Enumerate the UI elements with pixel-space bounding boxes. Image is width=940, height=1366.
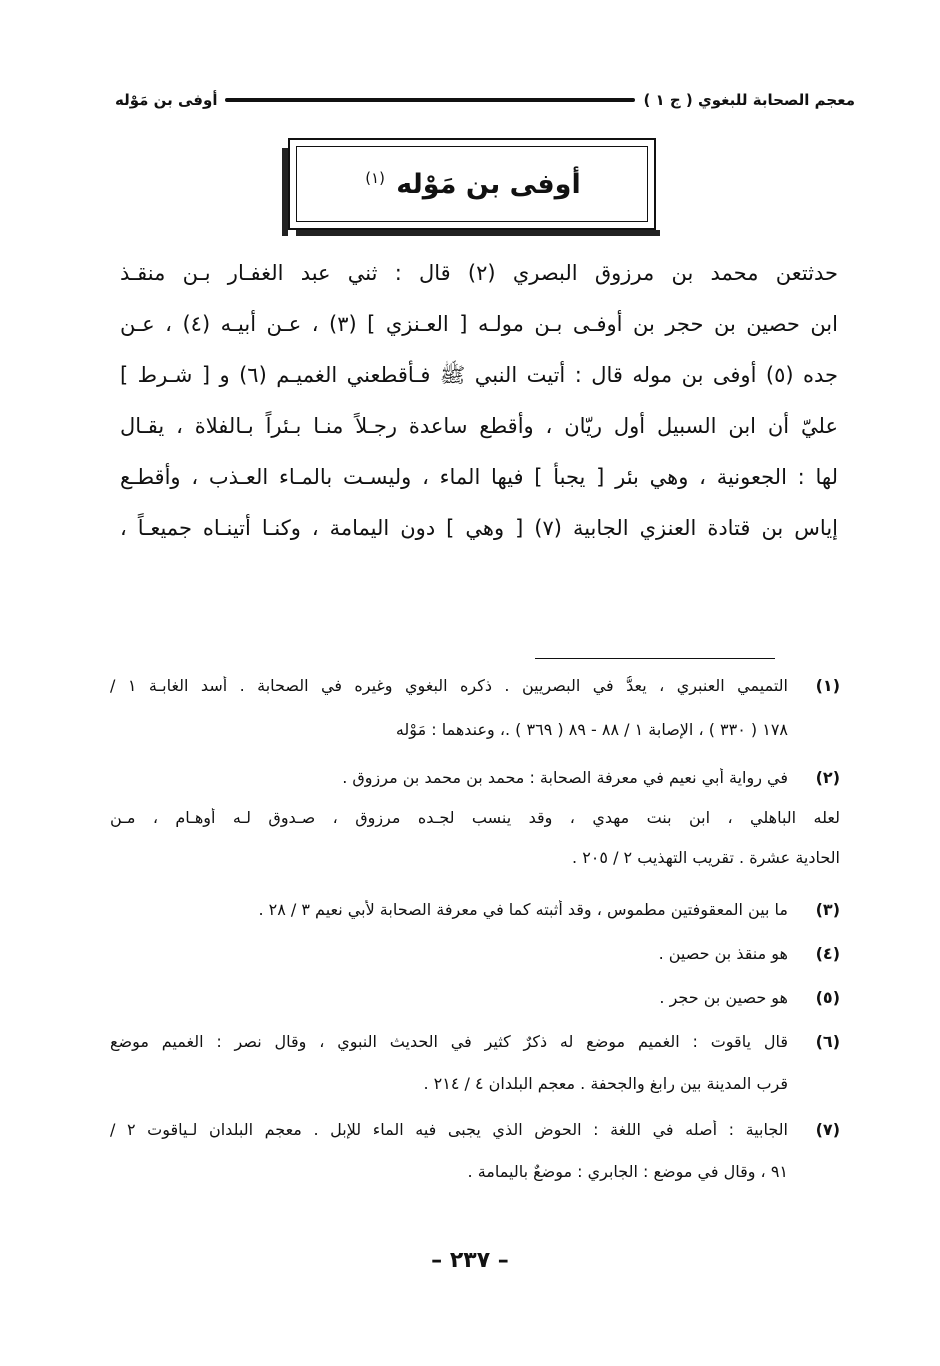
footnote-line: في رواية أبي نعيم في معرفة الصحابة : محمد بن محمد بن مرزوق .: [342, 768, 788, 787]
footnote-line: ما بين المعقوفتين مطموس ، وقد أثبته كما في معرفة الصحابة لأبي نعيم ٣ / ٢٨ .: [258, 900, 788, 919]
header-rule: [225, 98, 635, 102]
body-line: لها : الجعونية ، وهي بئر [ يجبأ ] فيها الماء ، وليسـت بالمـاء العـذب ، وأقطـع: [120, 465, 838, 489]
body-line: حدثتعن محمد بن مرزوق البصري (٢) قال : ثني عبد الغفـار بـن منقـذ: [120, 261, 838, 285]
title-frame-inner: [296, 146, 648, 222]
page-number: – ٢٣٧ –: [431, 1248, 509, 1273]
footnote-line: قال ياقوت : الغميم موضع له ذكرٌ كثير في الحديث النبوي ، وقال نصر : الغميم موضع: [110, 1032, 788, 1051]
footnote-number: (٥): [815, 988, 840, 1007]
header-entry-name: أوفى بن مَوْله: [115, 91, 218, 109]
footnote-number: (٧): [815, 1120, 840, 1139]
footnote-line: الجابية : أصله في اللغة : الحوض الذي يجبى فيه الماء للإبل . معجم البلدان لـياقوت ٢ /: [110, 1120, 788, 1139]
title-frame: [288, 138, 656, 230]
footnote-separator: [535, 658, 775, 659]
footnote-number: (٤): [815, 944, 840, 963]
footnote-line: قرب المدينة بين رابغ والجحفة . معجم البلدان ٤ / ٢١٤ .: [423, 1074, 788, 1093]
frame-shadow-bottom: [296, 230, 660, 236]
entry-title-text: أوفى بن مَوْله: [396, 168, 581, 200]
header-book-title: معجم الصحابة للبغوي ( ج ١ ): [643, 91, 855, 109]
footnote-number: (٢): [815, 768, 840, 787]
footnote-line: لعله الباهلي ، ابن بنت مهدي ، وقد ينسب لجـده مرزوق ، صـدوق لـه أوهـام ، مـن: [110, 808, 840, 827]
footnote-line: هو منقذ بن حصين .: [658, 944, 788, 963]
footnote-number: (٣): [815, 900, 840, 919]
frame-shadow-left: [282, 148, 288, 236]
entry-title: [363, 169, 580, 200]
footnote-line: هو حصين بن حجر .: [659, 988, 788, 1007]
entry-title-note-ref: (١): [365, 168, 385, 187]
body-line: ابن حصين بن حجر بن أوفـى بـن مولـه [ العـنزي ] (٣) ، عـن أبيـه (٤) ، عـن: [120, 312, 838, 336]
footnote-line: التميمي العنبري ، يعدُّ في البصريين . ذكره البغوي وغيره في الصحابة . أسد الغابـة ١ /: [110, 676, 788, 695]
footnote-line: ٩١ ، وقال في موضع : الجابري : موضعٌ باليمامة .: [467, 1162, 788, 1181]
footnote-number: (١): [815, 676, 840, 695]
body-line: جده (٥) أوفى بن موله قال : أتيت النبي ﷺ فـأقطعني الغميـم (٦) و [ شـرط ]: [120, 363, 838, 387]
running-header: [115, 88, 855, 112]
body-line: إياس بن قتادة العنزي الجابية (٧) [ وهي ] دون اليمامة ، وكنـا أتينـاه جميعـاً ،: [120, 516, 838, 540]
footnote-line: ١٧٨ ( ٣٣٠ ) ، الإصابة ١ / ٨٨ - ٨٩ ( ٣٦٩ ) .، وعندهما : مَوْله: [395, 720, 788, 739]
main-text: [120, 248, 838, 554]
body-line: عليّ أن ابن السبيل أول ريّان ، وأقطع ساعدة رجـلاً منـا بـئراً بـالفلاة ، يقـال: [120, 414, 838, 438]
footnote-number: (٦): [815, 1032, 840, 1051]
footnote-line: الحادية عشرة . تقريب التهذيب ٢ / ٢٠٥ .: [572, 848, 840, 867]
